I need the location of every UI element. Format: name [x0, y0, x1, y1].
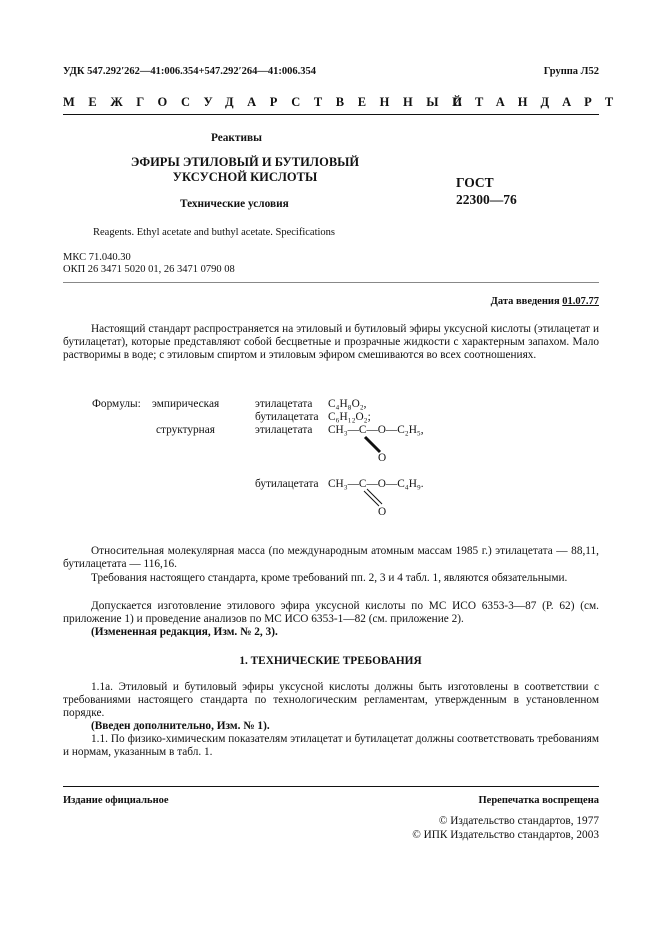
gost-label: ГОСТ: [456, 175, 494, 190]
title-line: ЭФИРЫ ЭТИЛОВЫЙ И БУТИЛОВЫЙ: [130, 155, 360, 169]
intro-date-label: Дата введения: [490, 296, 560, 307]
subtitle: Технические условия: [180, 198, 289, 210]
english-title: Reagents. Ethyl acetate and buthyl acetate. Specifications: [93, 227, 335, 238]
butyl-empirical: C₆H₁₂O₂;: [328, 411, 371, 423]
bond-line: [365, 437, 380, 452]
udk-code: УДК 547.292′262—41:006.354+547.292′264—41:006.354: [63, 66, 316, 77]
empirical-label: эмпирическая: [152, 398, 220, 410]
title-line: УКСУСНОЙ КИСЛОТЫ: [172, 170, 318, 184]
formulas-label: Формулы:: [92, 398, 141, 410]
reprint-notice: Перепечатка воспрещена: [478, 795, 599, 806]
footer-rule: [63, 786, 599, 787]
mks-code: МКС 71.040.30: [63, 252, 131, 263]
clause-1-1a: 1.1а. Этиловый и бутиловый эфиры уксусной кислоты должны быть изготовлены в соответствии с требованиями настоящего стандарта по технологическим регламентам, утвержденным в установленном порядке.: [63, 681, 599, 719]
paragraph-scope: Настоящий стандарт распространяется на этиловый и бутиловый эфиры уксусной кислоты (этилацетат и бутилацетат), которые представляют собой бесцветные и прозрачные жидкости с характерным запахом. Мало растворимы в воде; с этиловым спиртом и этиловым эфиром смешиваются во всех соотношениях.: [63, 323, 599, 361]
intro-date-value: 01.07.77: [562, 296, 599, 307]
clause-note: (Введен дополнительно, Изм. № 1).: [91, 720, 270, 732]
clause-1-1: 1.1. По физико-химическим показателям этилацетат и бутилацетат должны соответствовать требованиям и нормам, указанным в табл. 1.: [63, 733, 599, 758]
butyl-label: бутилацетата: [255, 478, 319, 490]
ethyl-empirical: C₄H₈O₂,: [328, 398, 367, 410]
oxygen-atom: O: [378, 506, 387, 518]
group-code: Группа Л52: [543, 66, 599, 77]
ethyl-label: этилацетата: [255, 424, 313, 436]
section-title: 1. ТЕХНИЧЕСКИЕ ТРЕБОВАНИЯ: [239, 655, 422, 667]
copyright-1977: © Издательство стандартов, 1977: [438, 815, 599, 827]
official-edition: Издание официальное: [63, 795, 169, 806]
paragraph-requirements: Требования настоящего стандарта, кроме требований пп. 2, 3 и 4 табл. 1, являются обязательными.: [91, 572, 568, 584]
butyl-label: бутилацетата: [255, 411, 319, 423]
amendment-note: (Измененная редакция, Изм. № 2, 3).: [91, 626, 278, 638]
banner-interstate: МЕЖГОСУДАРСТВЕННЫЙ: [63, 95, 476, 109]
okp-code: ОКП 26 3471 5020 01, 26 3471 0790 08: [63, 264, 235, 275]
butyl-structural: CH₃—C—O—C₄H₉.: [328, 478, 424, 490]
copyright-2003: © ИПК Издательство стандартов, 2003: [412, 829, 599, 841]
category: Реактивы: [211, 132, 262, 144]
paragraph-iso: Допускается изготовление этилового эфира уксусной кислоты по МС ИСО 6353-3—87 (Р. 62) (см. приложение 1) и проведение анализов по МС ИСО 6353-1—82 (см. приложение 2).: [63, 600, 599, 625]
ethyl-label: этилацетата: [255, 398, 313, 410]
ethyl-structural: CH₃—C—O—C₂H₅,: [328, 424, 424, 436]
oxygen-atom: O: [378, 452, 387, 464]
banner-standard: СТАНДАРТ: [453, 95, 627, 109]
structural-label: структурная: [156, 424, 215, 436]
paragraph-molar-mass: Относительная молекулярная масса (по международным атомным массам 1985 г.) этилацетата — 88,11, бутилацетата — 116,16.: [63, 545, 599, 570]
gost-number: 22300—76: [456, 192, 517, 207]
